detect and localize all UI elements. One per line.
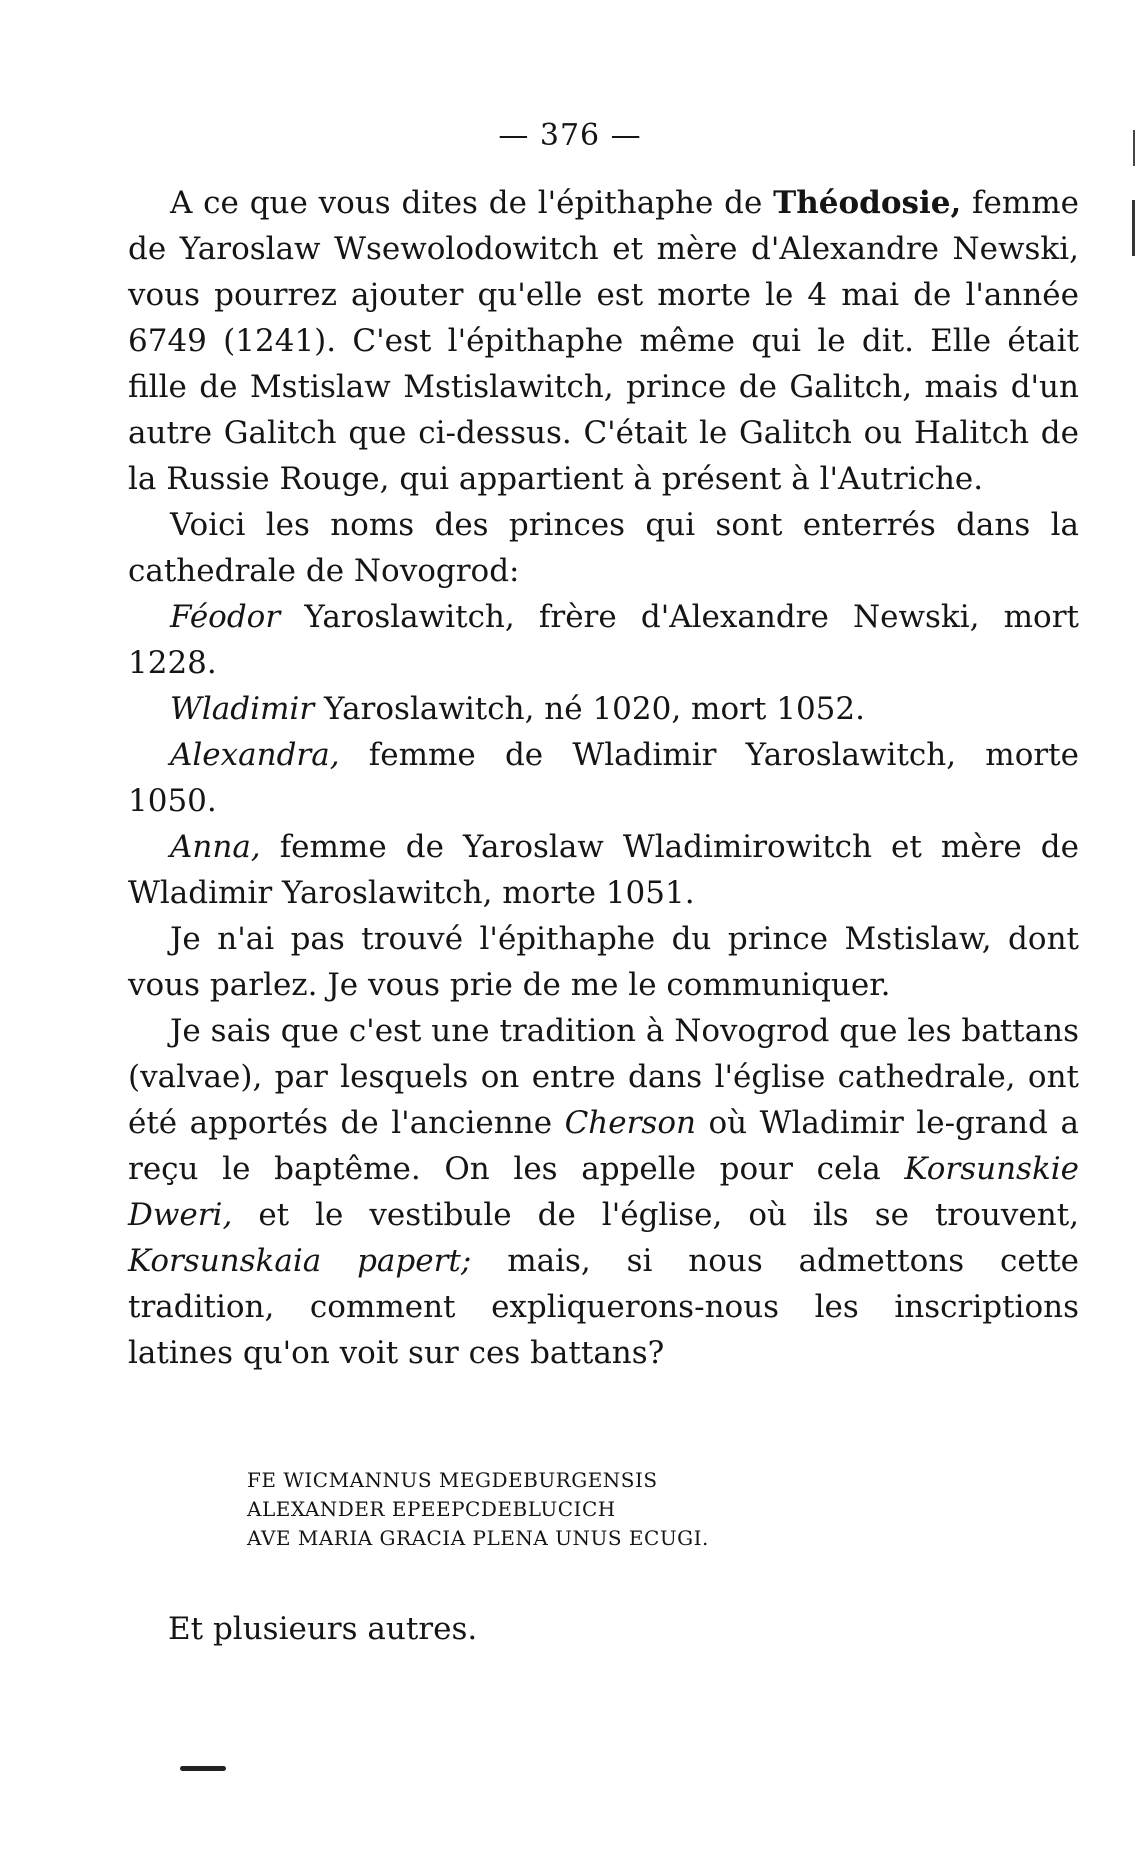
paragraph-tradition [128,1008,1079,1376]
entry-text: Yaroslawitch, né 1020, mort 1052. [314,691,865,727]
paragraph-theodosie [128,180,1079,502]
page-number: — 376 — [498,118,642,153]
inscription-line: ALEXANDER EPEEPCDEBLUCICH [247,1497,616,1521]
paragraph-text: mais, si nous admettons cette tradition, comment expliquerons-nous les inscriptions latines qu'on voit sur ces battans? [128,1243,1080,1371]
entry-text: femme de Wladimir Yaroslawitch, morte 1050. [128,737,1079,819]
name-korsunskaia-papert: Korsunskaia papert; [128,1243,472,1279]
name-wladimir: Wladimir [170,691,315,727]
name-korsunskie-dweri: Korsunskie Dweri, [128,1151,1079,1233]
margin-rule [1132,200,1135,256]
paragraph-text: femme de Yaroslaw Wsewolodowitch et mère d'Alexandre Newski, vous pourrez ajouter qu'elle est morte le 4 mai de l'année 6749 (1241). C'est l'épithaphe même qui le dit. Elle était fille de Mstislaw Mstislawitch, prince de Galitch, mais d'un autre Galitch que ci-dessus. C'était le Galitch ou Halitch de la Russie Rouge, qui appartient à présent à l'Autriche. [128,185,1080,497]
inscription-line: AVE MARIA GRACIA PLENA UNUS ECUGI. [247,1526,709,1550]
name-theodosie: Théodosie, [773,185,962,221]
entry-anna [128,824,1079,916]
end-rule [180,1766,226,1771]
closing-line: Et plusieurs autres. [168,1611,478,1647]
body-text [128,180,1079,1376]
paragraph-mstislaw: Je n'ai pas trouvé l'épithaphe du prince Mstislaw, dont vous parlez. Je vous prie de me le communiquer. [128,921,1079,1003]
name-alexandra: Alexandra, [170,737,340,773]
name-cherson: Cherson [564,1105,696,1141]
paragraph-princes-intro: Voici les noms des princes qui sont enterrés dans la cathedrale de Novogrod: [128,507,1079,589]
entry-text: femme de Yaroslaw Wladimirowitch et mère de Wladimir Yaroslawitch, morte 1051. [128,829,1079,911]
paragraph-text: où Wladimir le-grand a reçu le baptême. On les appelle pour cela [128,1105,1079,1187]
entry-text: Yaroslawitch, frère d'Alexandre Newski, mort 1228. [128,599,1079,681]
entry-alexandra [128,732,1079,824]
name-feodor: Féodor [170,599,281,635]
paragraph-text: A ce que vous dites de l'épithaphe de [170,185,774,221]
inscriptions-block [247,1466,709,1553]
paragraph-text: et le vestibule de l'église, où ils se trouvent, [232,1197,1079,1233]
name-anna: Anna, [170,829,261,865]
entry-wladimir [128,686,1079,732]
entry-feodor [128,594,1079,686]
paragraph-text: Je sais que c'est une tradition à Novogrod que les battans (valvae), par lesquels on entre dans l'église cathedrale, ont été apportés de l'ancienne [128,1013,1079,1141]
inscription-line: FE WICMANNUS MEGDEBURGENSIS [247,1468,658,1492]
